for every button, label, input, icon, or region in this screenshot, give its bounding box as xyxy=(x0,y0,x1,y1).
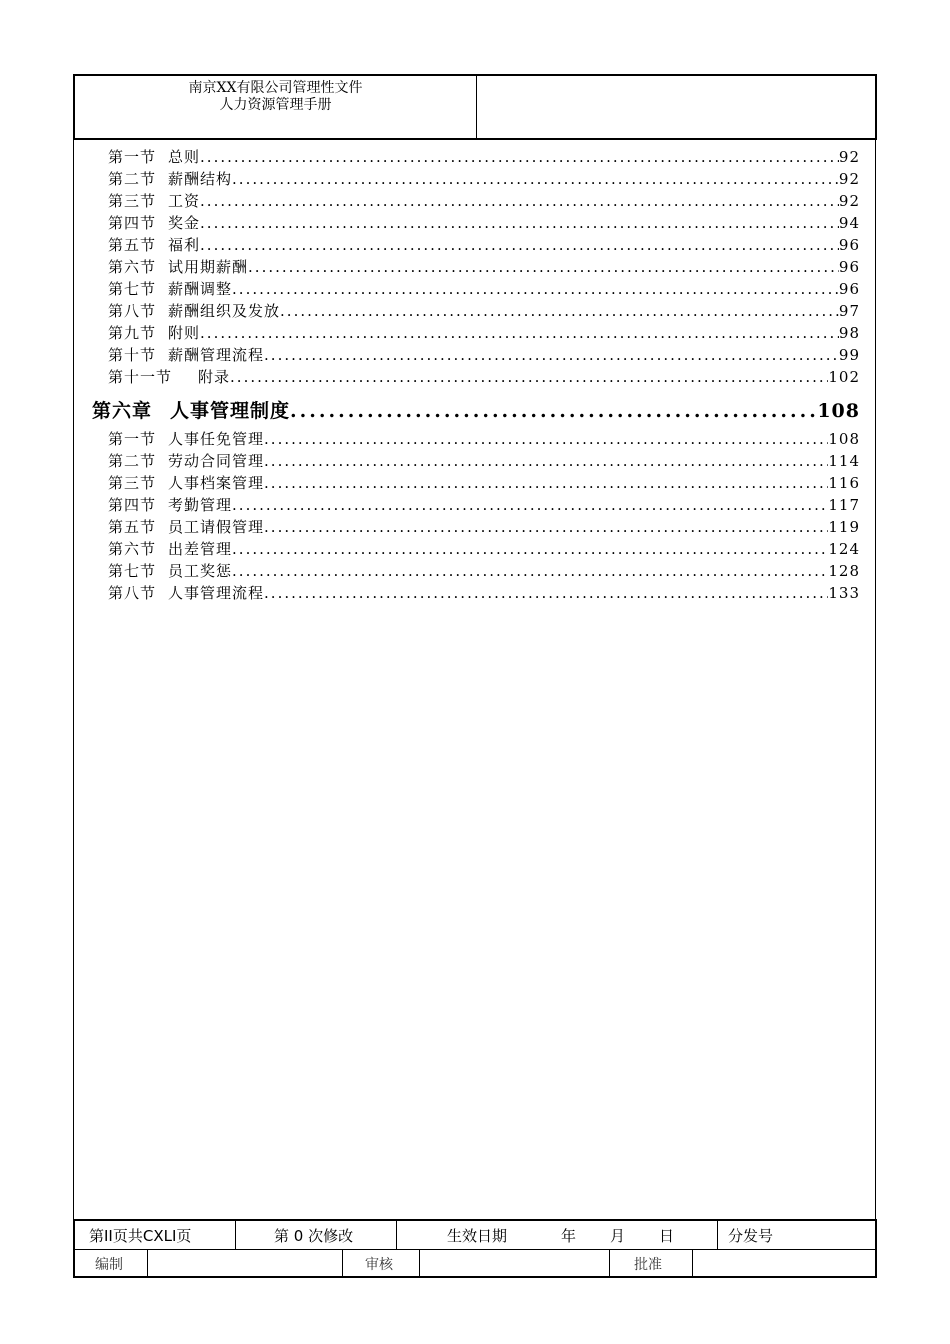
dot-leader xyxy=(200,234,839,256)
dot-leader xyxy=(200,146,839,168)
section-page-number: 128 xyxy=(828,562,860,580)
toc-section-row[interactable] xyxy=(92,582,860,604)
section-title: 薪酬管理流程 xyxy=(168,346,265,364)
section-page-number: 92 xyxy=(838,170,860,188)
section-page-number: 119 xyxy=(828,518,860,536)
section-label: 第十节 xyxy=(108,346,157,364)
section-page-number: 108 xyxy=(828,430,860,448)
section-label: 第二节 xyxy=(108,452,157,470)
compiled-label-cell xyxy=(75,1250,148,1278)
dot-leader xyxy=(264,450,828,472)
toc-section-row[interactable] xyxy=(92,234,860,256)
section-label: 第一节 xyxy=(108,430,157,448)
section-label: 第一节 xyxy=(108,148,157,166)
section-title: 工资 xyxy=(168,192,201,210)
page-info: 第II页共CXLI页 xyxy=(89,1226,192,1245)
section-label: 第五节 xyxy=(108,518,157,536)
toc-section-row[interactable] xyxy=(92,212,860,234)
toc-section-row[interactable] xyxy=(92,560,860,582)
document-header xyxy=(73,74,877,140)
toc-sections-after xyxy=(92,428,860,604)
reviewed-label: 审核 xyxy=(365,1257,393,1273)
toc-section-row[interactable] xyxy=(92,494,860,516)
month-label: 月 xyxy=(610,1226,626,1245)
dot-leader xyxy=(230,366,828,388)
toc-section-row[interactable] xyxy=(92,344,860,366)
dot-leader xyxy=(200,212,839,234)
section-label: 第七节 xyxy=(108,562,157,580)
section-title: 人事管理流程 xyxy=(168,584,265,602)
section-title: 人事档案管理 xyxy=(168,474,265,492)
distribution-cell xyxy=(718,1221,875,1249)
table-of-contents xyxy=(92,146,860,604)
section-title: 薪酬调整 xyxy=(168,280,233,298)
effective-date-cell xyxy=(397,1221,718,1249)
section-label: 第八节 xyxy=(108,302,157,320)
section-title: 奖金 xyxy=(168,214,201,232)
section-page-number: 96 xyxy=(838,258,860,276)
toc-section-row[interactable] xyxy=(92,190,860,212)
effective-date-label: 生效日期 xyxy=(447,1226,508,1245)
section-label: 第四节 xyxy=(108,496,157,514)
section-label: 第三节 xyxy=(108,474,157,492)
section-title: 员工请假管理 xyxy=(168,518,265,536)
dot-leader xyxy=(264,344,839,366)
dot-leader xyxy=(232,278,839,300)
section-label: 第十一节 xyxy=(108,368,173,386)
toc-section-row[interactable] xyxy=(92,366,860,388)
section-label: 第六节 xyxy=(108,258,157,276)
revision-cell xyxy=(236,1221,397,1249)
compiled-value-cell[interactable] xyxy=(148,1250,343,1278)
header-blank-cell xyxy=(477,76,875,138)
reviewed-value-cell[interactable] xyxy=(420,1250,610,1278)
section-label: 第六节 xyxy=(108,540,157,558)
section-page-number: 92 xyxy=(838,192,860,210)
section-title: 出差管理 xyxy=(168,540,233,558)
section-title: 考勤管理 xyxy=(168,496,233,514)
section-page-number: 116 xyxy=(828,474,860,492)
dot-leader xyxy=(200,322,839,344)
section-page-number: 94 xyxy=(838,214,860,232)
toc-section-row[interactable] xyxy=(92,322,860,344)
revision-text: 第 0 次修改 xyxy=(274,1226,354,1245)
section-page-number: 117 xyxy=(828,496,860,514)
distribution-label: 分发号 xyxy=(728,1226,774,1245)
section-label: 第四节 xyxy=(108,214,157,232)
section-page-number: 133 xyxy=(828,584,860,602)
section-title: 人事任免管理 xyxy=(168,430,265,448)
footer-row-2 xyxy=(75,1250,875,1278)
dot-leader xyxy=(248,256,839,278)
dot-leader xyxy=(232,494,828,516)
section-label: 第五节 xyxy=(108,236,157,254)
section-title: 薪酬结构 xyxy=(168,170,233,188)
approved-value-cell[interactable] xyxy=(693,1250,875,1278)
compiled-label: 编制 xyxy=(95,1257,123,1273)
section-label: 第八节 xyxy=(108,584,157,602)
toc-section-row[interactable] xyxy=(92,278,860,300)
approved-label-cell xyxy=(610,1250,693,1278)
section-page-number: 97 xyxy=(838,302,860,320)
toc-section-row[interactable] xyxy=(92,146,860,168)
section-page-number: 98 xyxy=(838,324,860,342)
manual-title: 人力资源管理手册 xyxy=(219,97,332,113)
year-label: 年 xyxy=(561,1226,577,1245)
dot-leader xyxy=(232,538,828,560)
company-doc-title: 南京XX有限公司管理性文件 xyxy=(188,80,363,96)
toc-section-row[interactable] xyxy=(92,300,860,322)
section-title: 试用期薪酬 xyxy=(168,258,249,276)
dot-leader xyxy=(264,472,828,494)
footer-row-1 xyxy=(75,1221,875,1250)
section-title: 附则 xyxy=(168,324,201,342)
chapter-page-number: 108 xyxy=(817,400,860,422)
section-label: 第七节 xyxy=(108,280,157,298)
section-label: 第二节 xyxy=(108,170,157,188)
section-page-number: 99 xyxy=(838,346,860,364)
dot-leader xyxy=(264,582,828,604)
chapter-title: 人事管理制度 xyxy=(170,400,291,422)
section-title: 薪酬组织及发放 xyxy=(168,302,281,320)
document-footer xyxy=(73,1219,877,1278)
section-title: 福利 xyxy=(168,236,201,254)
dot-leader xyxy=(290,394,817,428)
toc-section-row[interactable] xyxy=(92,256,860,278)
dot-leader xyxy=(232,560,828,582)
section-label: 第九节 xyxy=(108,324,157,342)
dot-leader xyxy=(200,190,839,212)
toc-chapter-row[interactable] xyxy=(92,394,860,428)
toc-section-row[interactable] xyxy=(92,472,860,494)
section-page-number: 102 xyxy=(828,368,860,386)
day-label: 日 xyxy=(659,1226,675,1245)
dot-leader xyxy=(264,516,828,538)
section-page-number: 96 xyxy=(838,236,860,254)
toc-section-row[interactable] xyxy=(92,168,860,190)
approved-label: 批准 xyxy=(634,1257,662,1273)
dot-leader xyxy=(264,428,828,450)
dot-leader xyxy=(232,168,839,190)
chapter-label: 第六章 xyxy=(92,400,153,422)
toc-section-row[interactable] xyxy=(92,516,860,538)
section-title: 员工奖惩 xyxy=(168,562,233,580)
section-label: 第三节 xyxy=(108,192,157,210)
header-title-cell xyxy=(75,76,477,138)
section-page-number: 92 xyxy=(838,148,860,166)
toc-sections-before xyxy=(92,146,860,388)
toc-section-row[interactable] xyxy=(92,538,860,560)
dot-leader xyxy=(280,300,839,322)
page-info-cell xyxy=(75,1221,236,1249)
section-title: 劳动合同管理 xyxy=(168,452,265,470)
section-page-number: 114 xyxy=(828,452,860,470)
section-page-number: 96 xyxy=(838,280,860,298)
section-title: 附录 xyxy=(198,368,231,386)
toc-section-row[interactable] xyxy=(92,450,860,472)
section-title: 总则 xyxy=(168,148,201,166)
toc-section-row[interactable] xyxy=(92,428,860,450)
section-page-number: 124 xyxy=(828,540,860,558)
reviewed-label-cell xyxy=(343,1250,420,1278)
